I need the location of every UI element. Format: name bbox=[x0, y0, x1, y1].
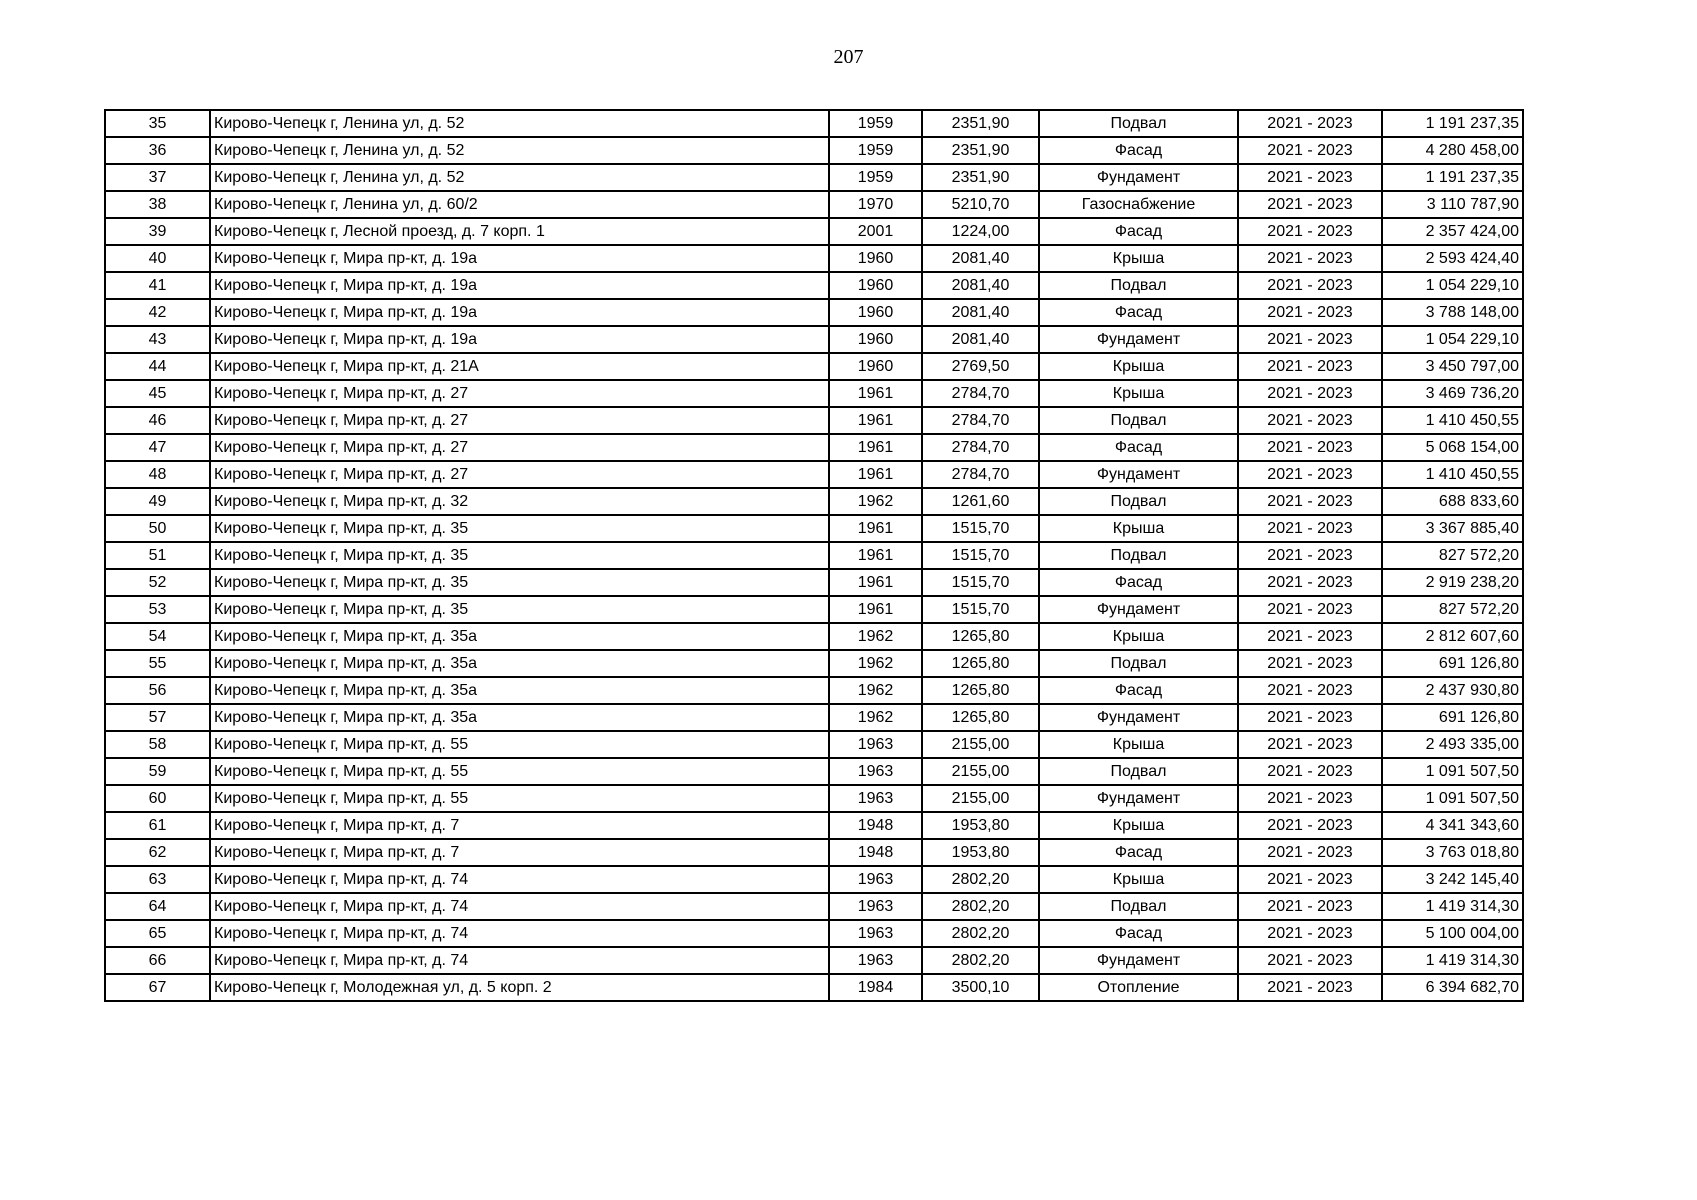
address-cell: Кирово-Чепецк г, Мира пр-кт, д. 27 bbox=[210, 461, 829, 488]
table-row bbox=[105, 677, 1523, 704]
cost-cell: 1 191 237,35 bbox=[1382, 110, 1523, 137]
build-year-cell: 1961 bbox=[829, 434, 922, 461]
work-type-cell: Фундамент bbox=[1039, 461, 1238, 488]
build-year-cell: 1962 bbox=[829, 650, 922, 677]
period-cell: 2021 - 2023 bbox=[1238, 299, 1382, 326]
row-number-cell: 47 bbox=[105, 434, 210, 461]
work-type-cell: Фасад bbox=[1039, 920, 1238, 947]
build-year-cell: 1960 bbox=[829, 245, 922, 272]
address-cell: Кирово-Чепецк г, Мира пр-кт, д. 32 bbox=[210, 488, 829, 515]
repair-program-table bbox=[104, 109, 1524, 1002]
row-number-cell: 48 bbox=[105, 461, 210, 488]
work-type-cell: Подвал bbox=[1039, 272, 1238, 299]
address-cell: Кирово-Чепецк г, Мира пр-кт, д. 21А bbox=[210, 353, 829, 380]
work-type-cell: Фасад bbox=[1039, 137, 1238, 164]
cost-cell: 2 812 607,60 bbox=[1382, 623, 1523, 650]
address-cell: Кирово-Чепецк г, Мира пр-кт, д. 74 bbox=[210, 947, 829, 974]
period-cell: 2021 - 2023 bbox=[1238, 461, 1382, 488]
cost-cell: 2 919 238,20 bbox=[1382, 569, 1523, 596]
table-row bbox=[105, 650, 1523, 677]
cost-cell: 1 410 450,55 bbox=[1382, 461, 1523, 488]
area-cell: 2351,90 bbox=[922, 164, 1039, 191]
area-cell: 1953,80 bbox=[922, 812, 1039, 839]
address-cell: Кирово-Чепецк г, Мира пр-кт, д. 27 bbox=[210, 380, 829, 407]
address-cell: Кирово-Чепецк г, Ленина ул, д. 52 bbox=[210, 164, 829, 191]
period-cell: 2021 - 2023 bbox=[1238, 893, 1382, 920]
work-type-cell: Фундамент bbox=[1039, 326, 1238, 353]
area-cell: 1265,80 bbox=[922, 650, 1039, 677]
cost-cell: 3 242 145,40 bbox=[1382, 866, 1523, 893]
cost-cell: 827 572,20 bbox=[1382, 542, 1523, 569]
table-row bbox=[105, 542, 1523, 569]
build-year-cell: 1963 bbox=[829, 947, 922, 974]
build-year-cell: 1961 bbox=[829, 596, 922, 623]
table-row bbox=[105, 137, 1523, 164]
table-row bbox=[105, 893, 1523, 920]
period-cell: 2021 - 2023 bbox=[1238, 326, 1382, 353]
cost-cell: 691 126,80 bbox=[1382, 650, 1523, 677]
work-type-cell: Крыша bbox=[1039, 245, 1238, 272]
period-cell: 2021 - 2023 bbox=[1238, 677, 1382, 704]
cost-cell: 1 091 507,50 bbox=[1382, 758, 1523, 785]
work-type-cell: Крыша bbox=[1039, 812, 1238, 839]
cost-cell: 3 763 018,80 bbox=[1382, 839, 1523, 866]
build-year-cell: 1984 bbox=[829, 974, 922, 1001]
row-number-cell: 67 bbox=[105, 974, 210, 1001]
work-type-cell: Крыша bbox=[1039, 380, 1238, 407]
page-number: 207 bbox=[833, 46, 864, 68]
work-type-cell: Крыша bbox=[1039, 731, 1238, 758]
row-number-cell: 65 bbox=[105, 920, 210, 947]
table-row bbox=[105, 596, 1523, 623]
table-row bbox=[105, 974, 1523, 1001]
build-year-cell: 1960 bbox=[829, 299, 922, 326]
area-cell: 2802,20 bbox=[922, 947, 1039, 974]
table-row bbox=[105, 704, 1523, 731]
address-cell: Кирово-Чепецк г, Мира пр-кт, д. 19а bbox=[210, 326, 829, 353]
build-year-cell: 1962 bbox=[829, 704, 922, 731]
cost-cell: 2 437 930,80 bbox=[1382, 677, 1523, 704]
build-year-cell: 1959 bbox=[829, 137, 922, 164]
row-number-cell: 41 bbox=[105, 272, 210, 299]
row-number-cell: 63 bbox=[105, 866, 210, 893]
row-number-cell: 66 bbox=[105, 947, 210, 974]
cost-cell: 1 410 450,55 bbox=[1382, 407, 1523, 434]
cost-cell: 1 054 229,10 bbox=[1382, 326, 1523, 353]
row-number-cell: 50 bbox=[105, 515, 210, 542]
row-number-cell: 62 bbox=[105, 839, 210, 866]
cost-cell: 1 191 237,35 bbox=[1382, 164, 1523, 191]
cost-cell: 3 367 885,40 bbox=[1382, 515, 1523, 542]
area-cell: 3500,10 bbox=[922, 974, 1039, 1001]
table-row bbox=[105, 218, 1523, 245]
period-cell: 2021 - 2023 bbox=[1238, 218, 1382, 245]
address-cell: Кирово-Чепецк г, Мира пр-кт, д. 19а bbox=[210, 299, 829, 326]
area-cell: 2155,00 bbox=[922, 785, 1039, 812]
cost-cell: 4 341 343,60 bbox=[1382, 812, 1523, 839]
build-year-cell: 1961 bbox=[829, 542, 922, 569]
cost-cell: 1 419 314,30 bbox=[1382, 893, 1523, 920]
period-cell: 2021 - 2023 bbox=[1238, 650, 1382, 677]
build-year-cell: 1962 bbox=[829, 488, 922, 515]
area-cell: 2784,70 bbox=[922, 461, 1039, 488]
table-row bbox=[105, 515, 1523, 542]
period-cell: 2021 - 2023 bbox=[1238, 191, 1382, 218]
period-cell: 2021 - 2023 bbox=[1238, 812, 1382, 839]
address-cell: Кирово-Чепецк г, Мира пр-кт, д. 27 bbox=[210, 434, 829, 461]
row-number-cell: 60 bbox=[105, 785, 210, 812]
area-cell: 2769,50 bbox=[922, 353, 1039, 380]
work-type-cell: Подвал bbox=[1039, 758, 1238, 785]
table-row bbox=[105, 812, 1523, 839]
work-type-cell: Фасад bbox=[1039, 218, 1238, 245]
build-year-cell: 1963 bbox=[829, 866, 922, 893]
cost-cell: 5 100 004,00 bbox=[1382, 920, 1523, 947]
address-cell: Кирово-Чепецк г, Мира пр-кт, д. 35 bbox=[210, 542, 829, 569]
period-cell: 2021 - 2023 bbox=[1238, 542, 1382, 569]
address-cell: Кирово-Чепецк г, Мира пр-кт, д. 35а bbox=[210, 677, 829, 704]
period-cell: 2021 - 2023 bbox=[1238, 785, 1382, 812]
address-cell: Кирово-Чепецк г, Мира пр-кт, д. 35а bbox=[210, 623, 829, 650]
area-cell: 2081,40 bbox=[922, 272, 1039, 299]
row-number-cell: 46 bbox=[105, 407, 210, 434]
build-year-cell: 1959 bbox=[829, 164, 922, 191]
address-cell: Кирово-Чепецк г, Мира пр-кт, д. 55 bbox=[210, 785, 829, 812]
address-cell: Кирово-Чепецк г, Мира пр-кт, д. 7 bbox=[210, 839, 829, 866]
area-cell: 2081,40 bbox=[922, 299, 1039, 326]
work-type-cell: Фасад bbox=[1039, 299, 1238, 326]
build-year-cell: 1962 bbox=[829, 623, 922, 650]
address-cell: Кирово-Чепецк г, Лесной проезд, д. 7 корп. 1 bbox=[210, 218, 829, 245]
table-row bbox=[105, 488, 1523, 515]
period-cell: 2021 - 2023 bbox=[1238, 758, 1382, 785]
period-cell: 2021 - 2023 bbox=[1238, 704, 1382, 731]
table-row bbox=[105, 785, 1523, 812]
row-number-cell: 49 bbox=[105, 488, 210, 515]
build-year-cell: 1963 bbox=[829, 758, 922, 785]
build-year-cell: 1960 bbox=[829, 272, 922, 299]
period-cell: 2021 - 2023 bbox=[1238, 596, 1382, 623]
period-cell: 2021 - 2023 bbox=[1238, 407, 1382, 434]
work-type-cell: Подвал bbox=[1039, 542, 1238, 569]
work-type-cell: Подвал bbox=[1039, 488, 1238, 515]
area-cell: 2784,70 bbox=[922, 380, 1039, 407]
build-year-cell: 1963 bbox=[829, 893, 922, 920]
work-type-cell: Крыша bbox=[1039, 515, 1238, 542]
period-cell: 2021 - 2023 bbox=[1238, 164, 1382, 191]
work-type-cell: Крыша bbox=[1039, 623, 1238, 650]
work-type-cell: Крыша bbox=[1039, 866, 1238, 893]
area-cell: 2802,20 bbox=[922, 893, 1039, 920]
cost-cell: 3 469 736,20 bbox=[1382, 380, 1523, 407]
row-number-cell: 53 bbox=[105, 596, 210, 623]
area-cell: 1224,00 bbox=[922, 218, 1039, 245]
row-number-cell: 36 bbox=[105, 137, 210, 164]
work-type-cell: Подвал bbox=[1039, 893, 1238, 920]
build-year-cell: 1962 bbox=[829, 677, 922, 704]
table-row bbox=[105, 839, 1523, 866]
work-type-cell: Фундамент bbox=[1039, 947, 1238, 974]
row-number-cell: 43 bbox=[105, 326, 210, 353]
period-cell: 2021 - 2023 bbox=[1238, 947, 1382, 974]
row-number-cell: 42 bbox=[105, 299, 210, 326]
work-type-cell: Фундамент bbox=[1039, 596, 1238, 623]
build-year-cell: 1960 bbox=[829, 326, 922, 353]
area-cell: 2802,20 bbox=[922, 866, 1039, 893]
period-cell: 2021 - 2023 bbox=[1238, 137, 1382, 164]
area-cell: 2081,40 bbox=[922, 326, 1039, 353]
address-cell: Кирово-Чепецк г, Мира пр-кт, д. 19а bbox=[210, 245, 829, 272]
row-number-cell: 54 bbox=[105, 623, 210, 650]
period-cell: 2021 - 2023 bbox=[1238, 839, 1382, 866]
row-number-cell: 38 bbox=[105, 191, 210, 218]
period-cell: 2021 - 2023 bbox=[1238, 515, 1382, 542]
address-cell: Кирово-Чепецк г, Мира пр-кт, д. 74 bbox=[210, 866, 829, 893]
area-cell: 1515,70 bbox=[922, 569, 1039, 596]
cost-cell: 2 593 424,40 bbox=[1382, 245, 1523, 272]
work-type-cell: Отопление bbox=[1039, 974, 1238, 1001]
work-type-cell: Фундамент bbox=[1039, 164, 1238, 191]
period-cell: 2021 - 2023 bbox=[1238, 272, 1382, 299]
table-row bbox=[105, 299, 1523, 326]
work-type-cell: Фасад bbox=[1039, 569, 1238, 596]
period-cell: 2021 - 2023 bbox=[1238, 353, 1382, 380]
period-cell: 2021 - 2023 bbox=[1238, 434, 1382, 461]
row-number-cell: 59 bbox=[105, 758, 210, 785]
period-cell: 2021 - 2023 bbox=[1238, 731, 1382, 758]
address-cell: Кирово-Чепецк г, Мира пр-кт, д. 35 bbox=[210, 569, 829, 596]
work-type-cell: Подвал bbox=[1039, 407, 1238, 434]
build-year-cell: 1963 bbox=[829, 785, 922, 812]
build-year-cell: 1961 bbox=[829, 461, 922, 488]
row-number-cell: 37 bbox=[105, 164, 210, 191]
period-cell: 2021 - 2023 bbox=[1238, 569, 1382, 596]
work-type-cell: Фундамент bbox=[1039, 785, 1238, 812]
work-type-cell: Подвал bbox=[1039, 650, 1238, 677]
row-number-cell: 58 bbox=[105, 731, 210, 758]
table-row bbox=[105, 758, 1523, 785]
area-cell: 2351,90 bbox=[922, 137, 1039, 164]
row-number-cell: 35 bbox=[105, 110, 210, 137]
table-row bbox=[105, 731, 1523, 758]
build-year-cell: 1961 bbox=[829, 515, 922, 542]
cost-cell: 688 833,60 bbox=[1382, 488, 1523, 515]
build-year-cell: 1960 bbox=[829, 353, 922, 380]
table-row bbox=[105, 164, 1523, 191]
table-body bbox=[105, 110, 1523, 1001]
area-cell: 1953,80 bbox=[922, 839, 1039, 866]
address-cell: Кирово-Чепецк г, Мира пр-кт, д. 35 bbox=[210, 596, 829, 623]
period-cell: 2021 - 2023 bbox=[1238, 380, 1382, 407]
cost-cell: 827 572,20 bbox=[1382, 596, 1523, 623]
row-number-cell: 52 bbox=[105, 569, 210, 596]
build-year-cell: 1961 bbox=[829, 569, 922, 596]
table-row bbox=[105, 569, 1523, 596]
table-row bbox=[105, 245, 1523, 272]
period-cell: 2021 - 2023 bbox=[1238, 866, 1382, 893]
work-type-cell: Крыша bbox=[1039, 353, 1238, 380]
area-cell: 1261,60 bbox=[922, 488, 1039, 515]
area-cell: 1265,80 bbox=[922, 623, 1039, 650]
address-cell: Кирово-Чепецк г, Мира пр-кт, д. 35а bbox=[210, 650, 829, 677]
address-cell: Кирово-Чепецк г, Мира пр-кт, д. 55 bbox=[210, 731, 829, 758]
cost-cell: 1 054 229,10 bbox=[1382, 272, 1523, 299]
cost-cell: 2 357 424,00 bbox=[1382, 218, 1523, 245]
build-year-cell: 1948 bbox=[829, 839, 922, 866]
address-cell: Кирово-Чепецк г, Мира пр-кт, д. 7 bbox=[210, 812, 829, 839]
build-year-cell: 1963 bbox=[829, 731, 922, 758]
table-row bbox=[105, 461, 1523, 488]
area-cell: 1265,80 bbox=[922, 704, 1039, 731]
area-cell: 1515,70 bbox=[922, 596, 1039, 623]
area-cell: 2784,70 bbox=[922, 434, 1039, 461]
table-row bbox=[105, 920, 1523, 947]
build-year-cell: 2001 bbox=[829, 218, 922, 245]
cost-cell: 3 110 787,90 bbox=[1382, 191, 1523, 218]
cost-cell: 6 394 682,70 bbox=[1382, 974, 1523, 1001]
table-row bbox=[105, 623, 1523, 650]
table-row bbox=[105, 434, 1523, 461]
build-year-cell: 1959 bbox=[829, 110, 922, 137]
work-type-cell: Фасад bbox=[1039, 839, 1238, 866]
build-year-cell: 1961 bbox=[829, 380, 922, 407]
address-cell: Кирово-Чепецк г, Мира пр-кт, д. 74 bbox=[210, 920, 829, 947]
area-cell: 2155,00 bbox=[922, 758, 1039, 785]
area-cell: 1265,80 bbox=[922, 677, 1039, 704]
table-row bbox=[105, 353, 1523, 380]
cost-cell: 1 091 507,50 bbox=[1382, 785, 1523, 812]
address-cell: Кирово-Чепецк г, Мира пр-кт, д. 35а bbox=[210, 704, 829, 731]
address-cell: Кирово-Чепецк г, Мира пр-кт, д. 35 bbox=[210, 515, 829, 542]
table-row bbox=[105, 380, 1523, 407]
area-cell: 1515,70 bbox=[922, 515, 1039, 542]
row-number-cell: 61 bbox=[105, 812, 210, 839]
table-row bbox=[105, 947, 1523, 974]
address-cell: Кирово-Чепецк г, Мира пр-кт, д. 74 bbox=[210, 893, 829, 920]
period-cell: 2021 - 2023 bbox=[1238, 488, 1382, 515]
area-cell: 2784,70 bbox=[922, 407, 1039, 434]
area-cell: 2802,20 bbox=[922, 920, 1039, 947]
row-number-cell: 51 bbox=[105, 542, 210, 569]
build-year-cell: 1948 bbox=[829, 812, 922, 839]
row-number-cell: 39 bbox=[105, 218, 210, 245]
work-type-cell: Фасад bbox=[1039, 434, 1238, 461]
address-cell: Кирово-Чепецк г, Ленина ул, д. 52 bbox=[210, 110, 829, 137]
area-cell: 1515,70 bbox=[922, 542, 1039, 569]
table-row bbox=[105, 272, 1523, 299]
build-year-cell: 1963 bbox=[829, 920, 922, 947]
period-cell: 2021 - 2023 bbox=[1238, 245, 1382, 272]
address-cell: Кирово-Чепецк г, Мира пр-кт, д. 55 bbox=[210, 758, 829, 785]
period-cell: 2021 - 2023 bbox=[1238, 974, 1382, 1001]
table-row bbox=[105, 866, 1523, 893]
area-cell: 5210,70 bbox=[922, 191, 1039, 218]
period-cell: 2021 - 2023 bbox=[1238, 920, 1382, 947]
area-cell: 2155,00 bbox=[922, 731, 1039, 758]
row-number-cell: 40 bbox=[105, 245, 210, 272]
row-number-cell: 45 bbox=[105, 380, 210, 407]
work-type-cell: Газоснабжение bbox=[1039, 191, 1238, 218]
work-type-cell: Подвал bbox=[1039, 110, 1238, 137]
cost-cell: 3 788 148,00 bbox=[1382, 299, 1523, 326]
cost-cell: 3 450 797,00 bbox=[1382, 353, 1523, 380]
cost-cell: 1 419 314,30 bbox=[1382, 947, 1523, 974]
row-number-cell: 64 bbox=[105, 893, 210, 920]
row-number-cell: 44 bbox=[105, 353, 210, 380]
cost-cell: 691 126,80 bbox=[1382, 704, 1523, 731]
table-row bbox=[105, 407, 1523, 434]
cost-cell: 5 068 154,00 bbox=[1382, 434, 1523, 461]
cost-cell: 2 493 335,00 bbox=[1382, 731, 1523, 758]
address-cell: Кирово-Чепецк г, Молодежная ул, д. 5 корп. 2 bbox=[210, 974, 829, 1001]
work-type-cell: Фундамент bbox=[1039, 704, 1238, 731]
row-number-cell: 57 bbox=[105, 704, 210, 731]
address-cell: Кирово-Чепецк г, Ленина ул, д. 52 bbox=[210, 137, 829, 164]
table-row bbox=[105, 110, 1523, 137]
cost-cell: 4 280 458,00 bbox=[1382, 137, 1523, 164]
area-cell: 2351,90 bbox=[922, 110, 1039, 137]
row-number-cell: 56 bbox=[105, 677, 210, 704]
table-row bbox=[105, 191, 1523, 218]
work-type-cell: Фасад bbox=[1039, 677, 1238, 704]
area-cell: 2081,40 bbox=[922, 245, 1039, 272]
build-year-cell: 1961 bbox=[829, 407, 922, 434]
build-year-cell: 1970 bbox=[829, 191, 922, 218]
period-cell: 2021 - 2023 bbox=[1238, 110, 1382, 137]
table-row bbox=[105, 326, 1523, 353]
row-number-cell: 55 bbox=[105, 650, 210, 677]
address-cell: Кирово-Чепецк г, Ленина ул, д. 60/2 bbox=[210, 191, 829, 218]
address-cell: Кирово-Чепецк г, Мира пр-кт, д. 19а bbox=[210, 272, 829, 299]
period-cell: 2021 - 2023 bbox=[1238, 623, 1382, 650]
address-cell: Кирово-Чепецк г, Мира пр-кт, д. 27 bbox=[210, 407, 829, 434]
